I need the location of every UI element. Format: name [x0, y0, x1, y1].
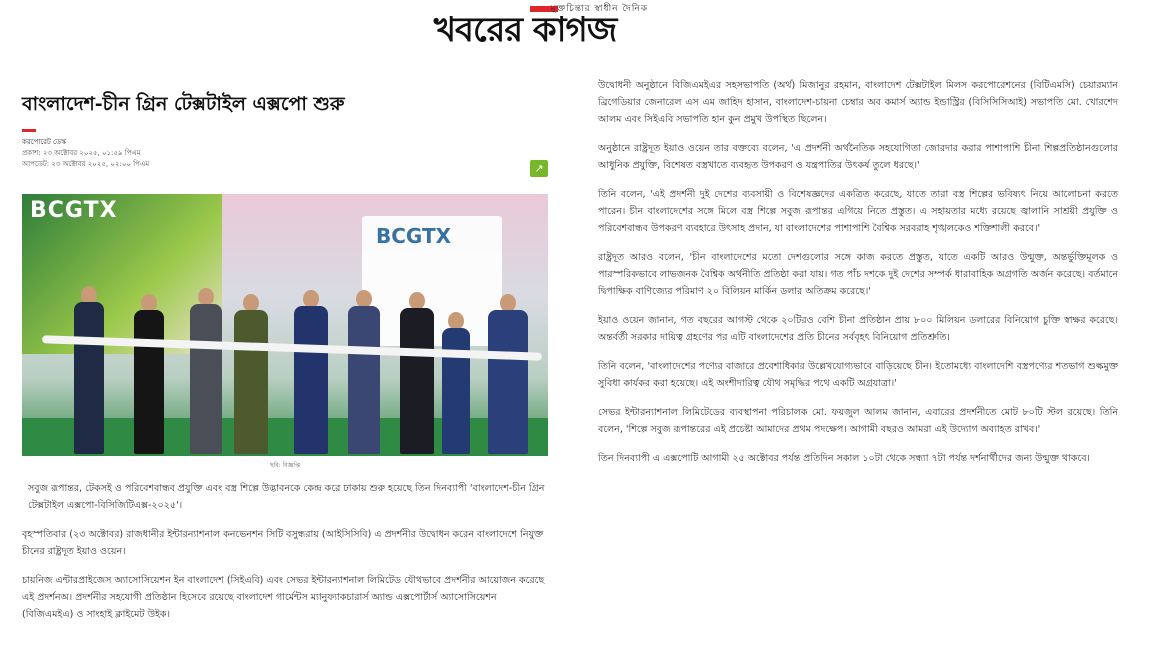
photo-caption: ছবি: বিজ্ঞপ্তি — [269, 462, 301, 469]
article-paragraph: তিনি বলেন, 'বাংলাদেশের পণ্যের বাজারে প্রবেশাধিকার উল্লেখযোগ্যভাবে বাড়িয়েছে চীন। ইতোমধ্যে বাংলাদেশি বস্ত্রপণ্যের শতভাগ শুল্কমুক্ত সুবিধা কার্যকর করা হয়েছে। এই অংশীদারিত্ব যৌথ সমৃদ্ধির পথে একটি অগ্রযাত্রা।' — [598, 361, 1118, 389]
article-meta — [22, 137, 548, 170]
article-paragraph: রাষ্ট্রদূত আরও বলেন, 'চীন বাংলাদেশের মতো দেশগুলোর সঙ্গে কাজ করতে প্রস্তুত, যাতে একটি আরও উন্মুক্ত, অন্তর্ভুক্তিমূলক ও পারস্পরিকভাবে লাভজনক বৈশ্বিক অর্থনীতি প্রতিষ্ঠা করা যায়। গত পাঁচ দশকে দুই দেশের সম্পর্ক ধারাবাহিক অগ্রগতি অর্জন করেছে। বর্তমানে দ্বিপাক্ষিক বাণিজ্যের পরিমাণ ২০ বিলিয়ন মার্কিন ডলার অতিক্রম করেছে।' — [598, 252, 1118, 297]
left-paragraphs — [22, 480, 548, 635]
updated-time: আপডেট: ২৩ অক্টোবর ২০২৫, ০২:০০ পিএম — [22, 160, 150, 168]
share-icon: ↗ — [534, 162, 544, 175]
article-paragraph: উদ্বোধনী অনুষ্ঠানে বিজিএমইএর সহসভাপতি (অর্থ) মিজানুর রহমান, বাংলাদেশ টেক্সটাইল মিলস করপোরেশনের (বিটিএমসি) চেয়ারম্যান ব্রিগেডিয়ার জেনারেল এস এম জাহিদ হাসান, বাংলাদেশ-চায়না চেম্বার অব কমার্স অ্যান্ড ইন্ডাস্ট্রির (বিসিসিসিআই) সভাপতি মো. খোরশেদ আলম এবং সিইএবি সভাপতি হান কুন প্রমুখ উপস্থিত ছিলেন। — [598, 80, 1118, 125]
article-paragraph: ইয়াও ওয়েন জানান, গত বছরের আগস্ট থেকে ২০টিরও বেশি চীনা প্রতিষ্ঠান প্রায় ৮০০ মিলিয়ন ডলারের বিনিয়োগ চুক্তি স্বাক্ষর করেছে। অন্তর্বর্তী সরকার দায়িত্ব গ্রহণের পর এটি বাংলাদেশের প্রতি চীনের সর্ববৃহৎ বিনিয়োগ প্রতিশ্রুতি। — [598, 315, 1118, 343]
article-paragraph: চায়নিজ এন্টারপ্রাইজেস অ্যাসোসিয়েশন ইন বাংলাদেশ (সিইএবি) এবং সেভর ইন্টারন্যাশনাল লিমিটেড যৌথভাবে প্রদর্শনীর আয়োজন করেছে এই প্রদর্শনঅ। প্রদর্শনীর সহযোগী প্রতিষ্ঠান হিসেবে রয়েছে বাংলাদেশ গার্মেন্টস ম্যানুফ্যাকচারার্স অ্যান্ড এক্সপোর্টার্স অ্যাসোসিয়েশন (বিজিএমইএ) ও সাংহাই ক্লাইমেট উইক। — [22, 575, 545, 620]
article-paragraph: সবুজ রূপান্তর, টেকসই ও পরিবেশবান্ধব প্রযুক্তি এবং বস্ত্র শিল্পে উদ্ভাবনকে কেন্দ্র করে ঢাকায় শুরু হয়েছে তিন দিনব্যাপী 'বাংলাদেশ-চীন গ্রিন টেক্সটাইল এক্সপো-বিসিজিটিএক্স-২০২৫'। — [28, 483, 545, 511]
article-headline: বাংলাদেশ-চীন গ্রিন টেক্সটাইল এক্সপো শুরু — [22, 93, 345, 115]
article-paragraph: অনুষ্ঠানে রাষ্ট্রদূত ইয়াও ওয়েন তার বক্তব্যে বলেন, 'এ প্রদর্শনী অর্থনৈতিক সহযোগিতা জোরদার করার পাশাপাশি চীনা শিল্পপ্রতিষ্ঠানগুলোর আধুনিক প্রযুক্তি, বিশেষত বস্ত্রখাতে ব্যবহৃত উপকরণ ও যন্ত্রপাতির উৎকর্ষ তুলে ধরছে।' — [598, 143, 1118, 171]
article-author: করপোরেট ডেস্ক — [22, 138, 67, 146]
article-paragraph: তিন দিনব্যাপী এ এক্সপোটি আগামী ২৫ অক্টোবর পর্যন্ত প্রতিদিন সকাল ১০টা থেকে সন্ধ্যা ৭টা পর্যন্ত দর্শনার্থীদের জন্য উন্মুক্ত থাকবে। — [598, 453, 1090, 464]
photo-person — [442, 312, 470, 454]
photo-person — [400, 292, 434, 454]
article-photo — [22, 194, 548, 456]
photo-person — [348, 290, 380, 454]
share-button[interactable] — [530, 160, 548, 177]
headline-underline — [22, 129, 36, 132]
photo-person — [234, 294, 268, 454]
article-left-column — [22, 90, 548, 620]
article-paragraph: সেভর ইন্টারন্যাশনাল লিমিটেডের ব্যবস্থাপনা পরিচালক মো. ফয়জুল আলম জানান, এবারের প্রদর্শনীতে মোট ৮০টি স্টল রয়েছে। তিনি বলেন, 'শিল্পে সবুজ রূপান্তরের এই প্রচেষ্টা আমাদের প্রথম পদক্ষেপ। আগামী বছরও আমরা এই উদ্যোগ অব্যাহত রাখব।' — [598, 407, 1118, 435]
photo-person — [294, 290, 328, 454]
article-paragraph: বৃহস্পতিবার (২৩ অক্টোবর) রাজধানীর ইন্টারন্যাশনাল কনভেনশন সিটি বসুন্ধরায় (আইসিসিবি) এ প্রদর্শনীর উদ্বোধন করেন বাংলাদেশে নিযুক্ত চীনের রাষ্ট্রদূত ইয়াও ওয়েন। — [22, 529, 544, 557]
article-right-column — [598, 77, 1118, 479]
banner-right-text: BCGTX — [376, 224, 452, 248]
site-logo[interactable]: খবরের কাগজ — [433, 10, 617, 50]
photo-person — [488, 294, 528, 454]
masthead — [400, 0, 650, 52]
published-time: প্রকাশ: ২৩ অক্টোবর ২০২৫, ০১:৫৯ পিএম — [22, 149, 141, 157]
photo-person — [190, 288, 222, 454]
photo-person — [74, 286, 104, 454]
article-paragraph: তিনি বলেন, 'এই প্রদর্শনী দুই দেশের ব্যবসায়ী ও বিশেষজ্ঞদের একত্রিত করেছে, যাতে তারা বস্ত্র শিল্পের ভবিষ্যৎ নিয়ে আলোচনা করতে পারেন। চীন বাংলাদেশের সঙ্গে মিলে বস্ত্র শিল্পে সবুজ রূপান্তর এগিয়ে নিতে প্রস্তুত। এ সহায়তার মধ্যে রয়েছে জ্বালানি সাশ্রয়ী প্রযুক্তি ও পরিবেশবান্ধব উপকরণ ব্যবহারে উৎসাহ প্রদান, যা বাংলাদেশের পাশাপাশি বৈশ্বিক সরবরাহ শৃঙ্খলকেও শক্তিশালী করবে।' — [598, 189, 1118, 234]
masthead-tagline: মুক্তচিন্তার স্বাধীন দৈনিক — [550, 4, 648, 14]
photo-person — [134, 294, 164, 454]
banner-left-text: BCGTX — [30, 198, 118, 223]
